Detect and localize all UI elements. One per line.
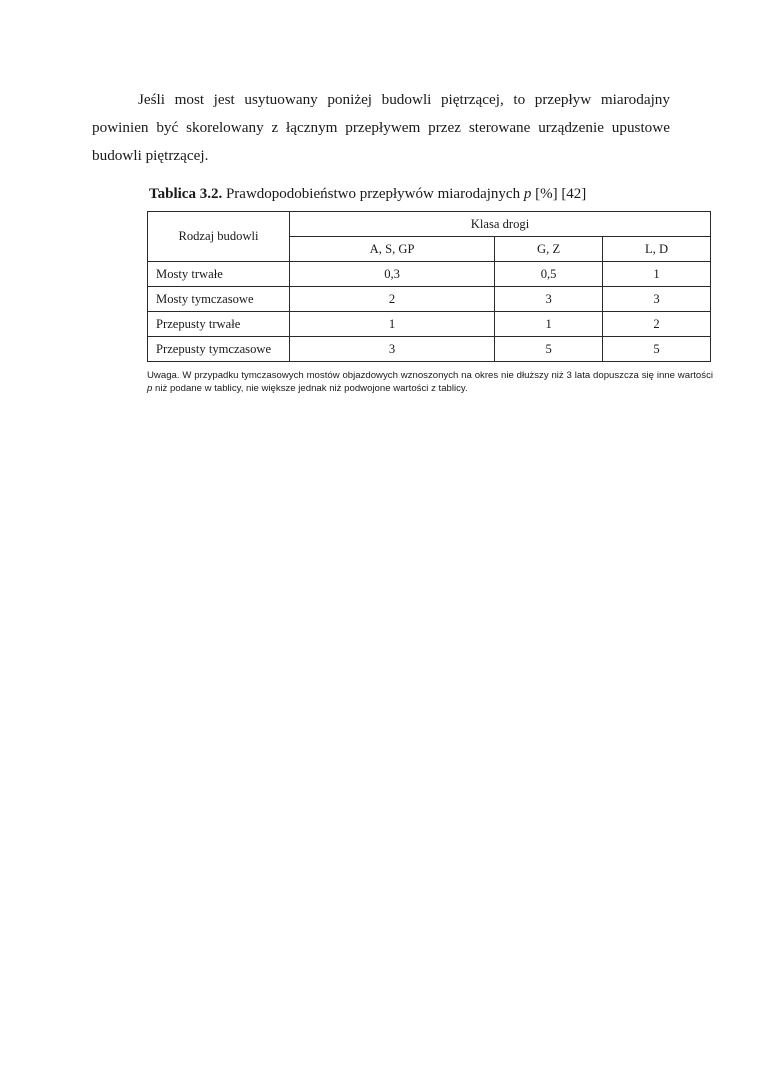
table-cell: 3: [290, 337, 495, 362]
row-header: Rodzaj budowli: [148, 212, 290, 262]
table-cell: 1: [290, 312, 495, 337]
row-label: Mosty tymczasowe: [148, 287, 290, 312]
table-cell: 5: [603, 337, 711, 362]
table-note: [147, 369, 713, 395]
column-header: L, D: [603, 237, 711, 262]
group-header: Klasa drogi: [290, 212, 711, 237]
column-header: A, S, GP: [290, 237, 495, 262]
paragraph-line: budowli piętrzącej.: [92, 147, 209, 164]
table-cell: 2: [290, 287, 495, 312]
table-row: [148, 312, 711, 337]
table-cell: 0,3: [290, 262, 495, 287]
table-cell: 5: [495, 337, 603, 362]
column-header: G, Z: [495, 237, 603, 262]
table-note-symbol: p: [147, 383, 153, 394]
row-label: Przepusty tymczasowe: [148, 337, 290, 362]
table-row: [148, 287, 711, 312]
row-label: Mosty trwałe: [148, 262, 290, 287]
table-cell: 2: [603, 312, 711, 337]
table-row: [148, 262, 711, 287]
table-cell: 0,5: [495, 262, 603, 287]
body-paragraph: [92, 86, 670, 170]
table-cell: 3: [495, 287, 603, 312]
table-row: [148, 337, 711, 362]
table-caption-text: Prawdopodobieństwo przepływów miarodajnych: [225, 186, 521, 202]
table-caption: [149, 186, 586, 203]
probability-table: [147, 211, 711, 362]
table-caption-label: Tablica 3.2.: [149, 186, 223, 202]
table-cell: 1: [603, 262, 711, 287]
row-label: Przepusty trwałe: [148, 312, 290, 337]
table-caption-symbol: p: [523, 186, 532, 202]
table-note-text-after: niż podane w tablicy, nie większe jednak niż podwojone wartości z tablicy.: [155, 383, 468, 394]
table-cell: 1: [495, 312, 603, 337]
table-caption-text-after: [%] [42]: [535, 186, 587, 202]
paragraph-line: Jeśli most jest usytuowany poniżej budowli piętrzącej, to przepływ miarodajny: [138, 91, 670, 108]
table-cell: 3: [603, 287, 711, 312]
table-note-text: Uwaga. W przypadku tymczasowych mostów objazdowych wznoszonych na okres nie dłuższy niż 3 lata dopuszcza się inne wartości: [147, 370, 713, 381]
paragraph-line: powinien być skorelowany z łącznym przepływem przez sterowane urządzenie upustowe: [92, 119, 670, 136]
